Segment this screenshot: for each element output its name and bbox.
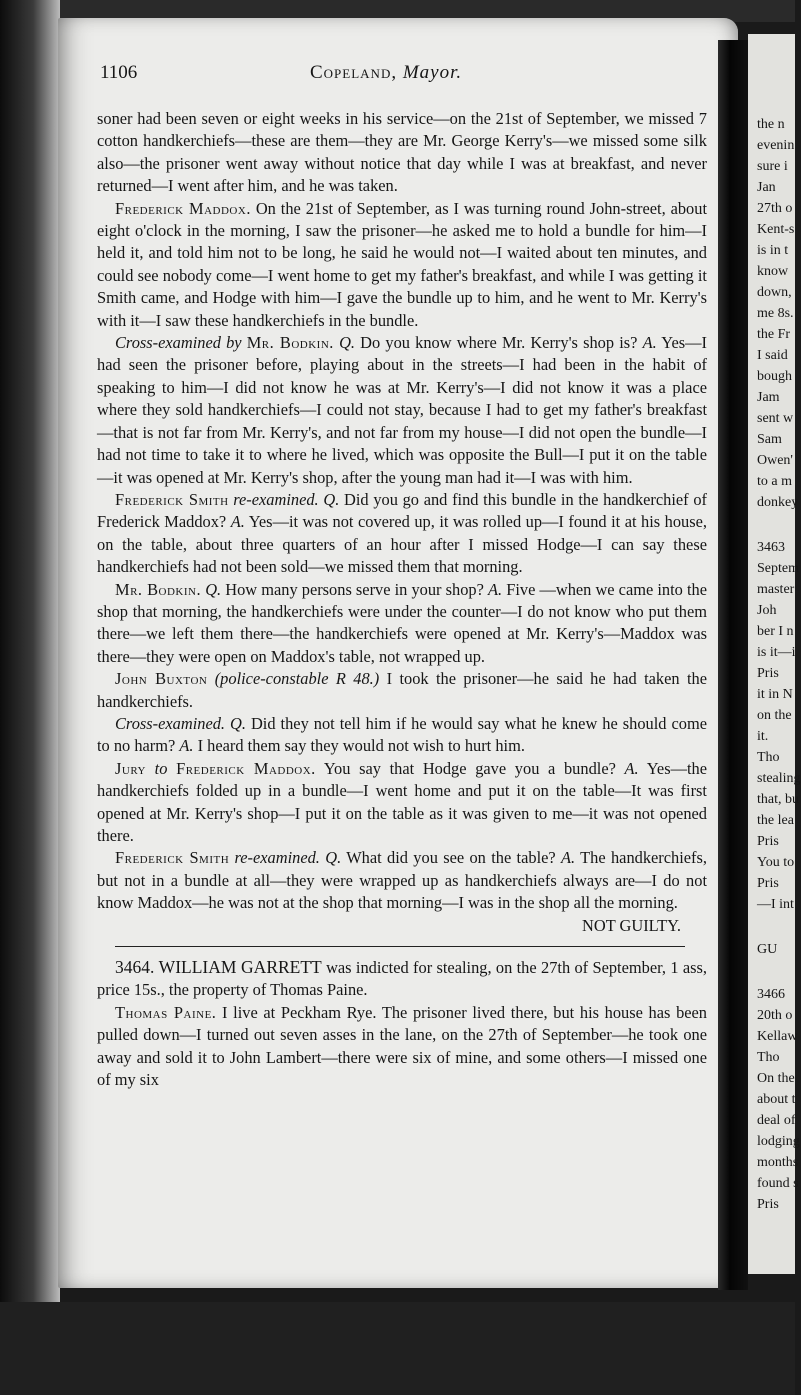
speaker-name: Jury (115, 758, 146, 778)
adjacent-page-fragment: sure i (757, 159, 788, 174)
paragraph-3-answer: Yes—I had seen the prisoner before, playing about in the streets—I had been in the habit of speaking to him—I did not know he was at Mr. Kerry's—I did not know it was a place where they sold handkerchiefs—I could not stay, because I had to get my father's breakfast—that is not far from Mr. Kerry's, and not far from my house—I did not open the bundle—I had not time to take it to where he lived, which was opposite the Bull—I put it on the table—it was opened at Mr. Kerry's shop, after the young man had it—I was with him. (97, 333, 707, 487)
case-heading (97, 956, 707, 1002)
answer-marker: A. (624, 758, 639, 778)
book-gutter (718, 40, 748, 1290)
adjacent-page-fragment: lodging (757, 1134, 800, 1149)
adjacent-page-fragment: sent w (757, 411, 794, 426)
scan-shadow-left (0, 0, 60, 1302)
verdict: NOT GUILTY. (582, 915, 681, 935)
adjacent-page-fragment: Kellaw (757, 1029, 798, 1044)
adjacent-page-fragment: the n (757, 117, 785, 132)
cross-exam-lead: Cross-examined. (115, 713, 226, 733)
question-marker: Q. (201, 579, 222, 599)
adjacent-page-fragment: Jan (757, 180, 776, 195)
adjacent-page-fragment: found s (757, 1176, 799, 1191)
answer-marker: A. (179, 736, 194, 756)
paragraph-6 (97, 668, 707, 713)
examiner-name: Mr. Bodkin. (246, 333, 334, 353)
adjacent-page-fragment: GU (757, 942, 778, 957)
speaker-name: John Buxton (115, 669, 208, 689)
adjacent-page-fragment: 3463 (757, 540, 785, 555)
paragraph-5 (97, 579, 707, 669)
paragraph-7 (97, 713, 707, 758)
addressee-name: Frederick Maddox. (176, 758, 316, 778)
paragraph-9 (97, 847, 707, 914)
speaker-name: Mr. Bodkin. (115, 579, 202, 599)
adjacent-page-fragment: 20th o (757, 1008, 793, 1023)
adjacent-page-fragment: on the (757, 708, 792, 723)
adjacent-page-edge (748, 34, 801, 1274)
adjacent-page-fragment: deal of (757, 1113, 796, 1128)
speaker-name: Frederick Maddox. (115, 198, 251, 218)
speaker-role: (police-constable R 48.) (207, 669, 380, 689)
defendant-name: WILLIAM GARRETT (154, 957, 322, 978)
adjacent-page-fragment: down, (757, 285, 792, 300)
case-number: 3464. (115, 957, 155, 978)
answer-marker: A. (642, 333, 657, 353)
adjacent-page-fragment: Pris (757, 876, 779, 891)
adjacent-page-fragment: to a m (757, 474, 792, 489)
adjacent-page-fragment: Pris (757, 834, 779, 849)
adjacent-page-fragment: Sam (757, 432, 782, 447)
paragraph-7-question: Did they not tell him if he would say what he knew he should come to no harm? (97, 713, 707, 756)
adjacent-page-fragment: is it—i (757, 645, 796, 660)
adjacent-page-fragment: months (757, 1155, 799, 1170)
adjacent-page-fragment: donkey (757, 495, 799, 510)
scan-border-bottom (0, 1302, 795, 1395)
adjacent-page-fragment: —I int (757, 897, 794, 912)
adjacent-page-fragment: Kent-s (757, 222, 795, 237)
re-exam-label: re-examined. (228, 489, 319, 509)
paragraph-3-question: Do you know where Mr. Kerry's shop is? (355, 333, 643, 353)
paragraph-4 (97, 489, 707, 579)
adjacent-page-fragment: bough (757, 369, 792, 384)
paragraph-1-text: soner had been seven or eight weeks in his service—on the 21st of September, we missed 7 cotton handkerchiefs—these are them—they are Mr. George Kerry's—we missed some silk also—the prisoner went away without notice that day while I was at breakfast, and never returned—I went after him, and he was taken. (97, 109, 707, 196)
answer-marker: A. (230, 512, 245, 532)
paragraph-9-question: What did you see on the table? (341, 848, 561, 868)
adjacent-page-fragment: that, bu (757, 792, 799, 807)
paragraph-10-text: I live at Peckham Rye. The prisoner lived there, but his house has been pulled down—I turned out seven asses in the lane, on the 27th of September—he took one away and sold it to John Lambert—there were six of mine, and some others—I missed one of my six (97, 1002, 708, 1090)
adjacent-page-fragment: is in t (757, 243, 789, 258)
paragraph-8-answer: Yes—the handkerchiefs folded up in a bundle—I went home and put it on the table—It was first opened at Mr. Kerry's shop—I put it on the table as it was given to me—it was not opened there. (97, 758, 707, 845)
page-number: 1106 (100, 62, 138, 83)
running-head-name: Copeland, (310, 62, 398, 83)
answer-marker: A. (561, 848, 576, 868)
adjacent-page-fragment: stealing (757, 771, 801, 786)
paragraph-7-answer: I heard them say they would not wish to hurt him. (193, 736, 525, 756)
re-exam-label: re-examined. (229, 848, 320, 868)
adjacent-page-fragment: it. (757, 729, 769, 744)
question-marker: Q. (333, 333, 355, 353)
paragraph-9-answer: The handkerchiefs, but not in a bundle at all—they were wrapped up as handkerchiefs always are—I do not know Maddox—he was not at the shop that morning—I was in the shop all the morning. (97, 848, 707, 913)
paragraph-5-question: How many persons serve in your shop? (221, 579, 488, 599)
adjacent-page-fragment: about t (757, 1092, 796, 1107)
adjacent-page-fragment: master (757, 582, 795, 597)
adjacent-page-fragment: know (757, 264, 789, 279)
adjacent-page-fragment: Tho (757, 1050, 780, 1065)
adjacent-page-fragment: 27th o (757, 201, 793, 216)
adjacent-page-fragment: Tho (757, 750, 780, 765)
running-head-title: Mayor. (402, 62, 463, 83)
indictment-text: was indicted for stealing, on the 27th of September, 1 ass, price 15s., the property of Thomas Paine. (97, 958, 707, 1000)
adjacent-page-fragment: the lea (757, 813, 794, 828)
paragraph-6-text: I took the prisoner—he said he had taken the handkerchiefs. (97, 669, 707, 711)
adjacent-page-fragment: 3466 (757, 987, 785, 1002)
speaker-name: Frederick Smith (115, 848, 230, 868)
question-marker: Q. (318, 489, 340, 509)
page-body (97, 108, 707, 1091)
paragraph-8-question: You say that Hodge gave you a bundle? (315, 758, 625, 778)
adjacent-page-fragment: evenin (757, 138, 795, 153)
paragraph-8 (97, 758, 707, 848)
adjacent-page-fragment: Owen' (757, 453, 793, 468)
paragraph-10 (97, 1002, 707, 1092)
paragraph-1 (97, 108, 707, 198)
paragraph-2 (97, 198, 707, 332)
adjacent-page-fragment: Septem (757, 561, 799, 576)
adjacent-page-fragment: You to (757, 855, 795, 870)
page-header (100, 62, 680, 92)
adjacent-page-fragment: Joh (757, 603, 777, 618)
paragraph-2-text: On the 21st of September, as I was turning round John-street, about eight o'clock in the morning, I saw the prisoner—he asked me to hold a bundle for him—I held it, and told him not to be long, he said he would not—I waited about ten minutes, and could see nobody come—I went home to get my father's breakfast, and while I was getting it Smith came, and Hodge with him—I gave the bundle up to him, and he went to Mr. Kerry's with it—I saw these handkerchiefs in the bundle. (97, 198, 707, 330)
adjacent-page-fragment: it in N (757, 687, 793, 702)
section-divider (115, 946, 685, 947)
paragraph-5-answer: Five —when we came into the shop that morning, the handkerchiefs were under the counter—I do not know who put them there—we left them there—the handkerchiefs were opened at Mr. Kerry's—Maddox was there—they were open on Maddox's table, not wrapped up. (97, 579, 707, 666)
speaker-name: Frederick Smith (115, 489, 229, 509)
cross-exam-lead: Cross-examined by (115, 333, 247, 353)
question-marker: Q. (225, 713, 246, 733)
adjacent-page-fragment: Pris (757, 1197, 779, 1212)
adjacent-page-fragment: the Fr (757, 327, 791, 342)
paragraph-4-answer: Yes—it was not covered up, it was rolled up—I found it at his house, on the table, about three quarters of an hour after I missed Hodge—I can say these handkerchiefs had not been sold—we missed them that morning. (97, 512, 708, 577)
adjacent-page-fragment: Pris (757, 666, 779, 681)
question-marker: Q. (319, 848, 342, 868)
paragraph-3 (97, 332, 707, 489)
speaker-name: Thomas Paine. (115, 1002, 217, 1022)
answer-marker: A. (487, 579, 503, 599)
adjacent-page-fragment: me 8s. (757, 306, 794, 321)
adjacent-page-fragment: I said (757, 348, 788, 363)
paragraph-4-question: Did you go and find this bundle in the handkerchief of Frederick Maddox? (97, 489, 707, 532)
adjacent-page-fragment: ber I n (757, 624, 794, 639)
adjacent-page-fragment: Jam (757, 390, 780, 405)
running-head (310, 62, 462, 84)
adjacent-page-fragment: On the (757, 1071, 795, 1086)
to-label: to (146, 758, 177, 778)
